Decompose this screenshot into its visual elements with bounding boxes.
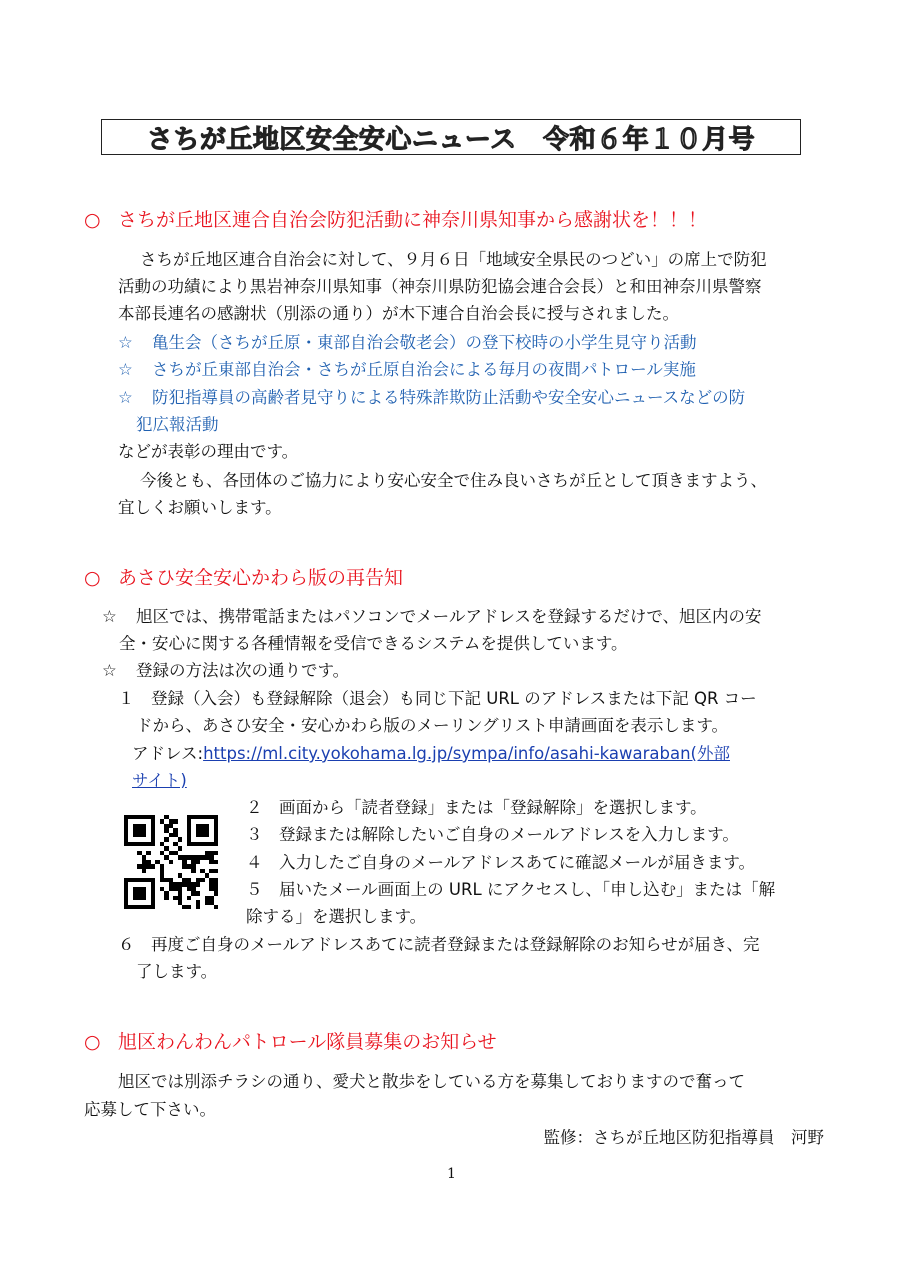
qr-module bbox=[205, 833, 209, 837]
s1-after-1: などが表彰の理由です。 bbox=[118, 442, 299, 461]
s2-bullet1-text: 旭区では、携帯電話またはパソコンでメールアドレスを登録するだけで、旭区内の安 bbox=[136, 607, 762, 626]
star-icon: ☆ bbox=[102, 661, 117, 680]
s1-item-2 bbox=[118, 356, 696, 383]
s2-step4: ４ 入力したご自身のメールアドレスあてに確認メールが届きます。 bbox=[246, 853, 756, 872]
qr-module bbox=[196, 882, 200, 886]
qr-module bbox=[146, 851, 150, 855]
qr-module bbox=[214, 891, 218, 895]
page-title: さちが丘地区安全安心ニュース 令和６年１０月号 bbox=[146, 124, 756, 155]
qr-module bbox=[187, 896, 191, 900]
section2-heading-text: あさひ安全安心かわら版の再告知 bbox=[118, 567, 404, 589]
s2-bullet2 bbox=[102, 657, 349, 684]
s2-step1-line2: ドから、あさひ安全・安心かわら版のメーリングリスト申請画面を表示します。 bbox=[136, 716, 729, 735]
address-link[interactable]: https://ml.city.yokohama.lg.jp/sympa/info/asahi-kawaraban(外部 bbox=[203, 744, 730, 763]
address-link-cont[interactable]: サイト) bbox=[132, 771, 187, 790]
section1-heading bbox=[84, 205, 707, 232]
qr-module bbox=[178, 837, 182, 841]
s1-item-2-text: さちが丘東部自治会・さちが丘原自治会による毎月の夜間パトロール実施 bbox=[152, 360, 696, 379]
star-icon: ☆ bbox=[118, 333, 133, 352]
s2-step5-line2: 除する」を選択します。 bbox=[246, 907, 427, 926]
qr-module bbox=[169, 860, 173, 864]
address-line bbox=[132, 740, 730, 767]
s2-step6-line2: 了します。 bbox=[136, 962, 218, 981]
qr-module bbox=[214, 905, 218, 909]
circle-icon: ○ bbox=[84, 209, 101, 231]
qr-module bbox=[142, 869, 146, 873]
star-icon: ☆ bbox=[118, 388, 133, 407]
circle-icon: ○ bbox=[84, 1031, 101, 1053]
s1-after-3: 宜しくお願いします。 bbox=[118, 498, 282, 517]
s2-step3: ３ 登録または解除したいご自身のメールアドレスを入力します。 bbox=[246, 825, 739, 844]
address-label: アドレス: bbox=[132, 744, 204, 763]
qr-module bbox=[142, 896, 146, 900]
s2-step6-line1: ６ 再度ご自身のメールアドレスあてに読者登録または登録解除のお知らせが届き、完 bbox=[118, 935, 760, 954]
qr-module bbox=[164, 837, 168, 841]
qr-module bbox=[196, 860, 200, 864]
qr-module bbox=[178, 846, 182, 850]
qr-module bbox=[214, 869, 218, 873]
section3-heading bbox=[84, 1027, 497, 1054]
s1-item-3 bbox=[118, 384, 745, 411]
title-box bbox=[101, 119, 801, 155]
address-line-2 bbox=[132, 767, 187, 794]
qr-module bbox=[191, 869, 195, 873]
s2-step2: ２ 画面から「読者登録」または「登録解除」を選択します。 bbox=[246, 798, 707, 817]
section2-heading bbox=[84, 563, 403, 590]
s2-bullet2-text: 登録の方法は次の通りです。 bbox=[136, 661, 350, 680]
qr-module bbox=[214, 860, 218, 864]
s3-line-2: 応募して下さい。 bbox=[84, 1100, 216, 1119]
s1-line-2: 活動の功績により黒岩神奈川県知事（神奈川県防犯協会連合会長）と和田神奈川県警察 bbox=[118, 277, 762, 296]
s2-bullet1-line1 bbox=[102, 603, 762, 630]
s1-item-1 bbox=[118, 329, 697, 356]
s1-after-2: 今後とも、各団体のご協力により安心安全で住み良いさちが丘として頂きますよう、 bbox=[140, 471, 767, 490]
s1-item-1-text: 亀生会（さちが丘原・東部自治会敬老会）の登下校時の小学生見守り活動 bbox=[152, 333, 697, 352]
qr-module bbox=[164, 896, 168, 900]
qr-module bbox=[187, 905, 191, 909]
circle-icon: ○ bbox=[84, 567, 101, 589]
s1-line-3: 本部長連名の感謝状（別添の通り）が木下連合自治会長に授与されました。 bbox=[118, 304, 679, 323]
s2-step5-line1: ５ 届いたメール画面上の URL にアクセスし、「申し込む」または「解 bbox=[246, 880, 776, 899]
qr-code[interactable] bbox=[124, 815, 218, 909]
star-icon: ☆ bbox=[118, 360, 133, 379]
s3-line-1: 旭区では別添チラシの通り、愛犬と散歩をしている方を募集しておりますので奮って bbox=[118, 1072, 745, 1091]
qr-module bbox=[214, 851, 218, 855]
s1-item-3-cont: 犯広報活動 bbox=[136, 415, 219, 434]
qr-module bbox=[196, 891, 200, 895]
signature: 監修：さちが丘地区防犯指導員 河野 bbox=[543, 1128, 824, 1147]
qr-module bbox=[214, 842, 218, 846]
s1-line-1: さちが丘地区連合自治会に対して、９月６日「地域安全県民のつどい」の席上で防犯 bbox=[140, 250, 767, 269]
page-number: 1 bbox=[447, 1166, 456, 1182]
section1-heading-text: さちが丘地区連合自治会防犯活動に神奈川県知事から感謝状を！！！ bbox=[118, 209, 708, 231]
qr-module bbox=[196, 905, 200, 909]
qr-module bbox=[151, 905, 155, 909]
qr-module bbox=[151, 864, 155, 868]
qr-module bbox=[200, 878, 204, 882]
qr-module bbox=[173, 819, 177, 823]
s2-bullet1-line2: 全・安心に関する各種情報を受信できるシステムを提供しています。 bbox=[119, 634, 628, 653]
s2-step1-line1: １ 登録（入会）も登録解除（退会）も同じ下記 URL のアドレスまたは下記 QR コー bbox=[118, 689, 757, 708]
qr-module bbox=[142, 833, 146, 837]
s1-item-3-text: 防犯指導員の高齢者見守りによる特殊詐欺防止活動や安全安心ニュースなどの防 bbox=[152, 388, 746, 407]
star-icon: ☆ bbox=[102, 607, 117, 626]
section3-heading-text: 旭区わんわんパトロール隊員募集のお知らせ bbox=[118, 1031, 497, 1053]
qr-module bbox=[151, 842, 155, 846]
